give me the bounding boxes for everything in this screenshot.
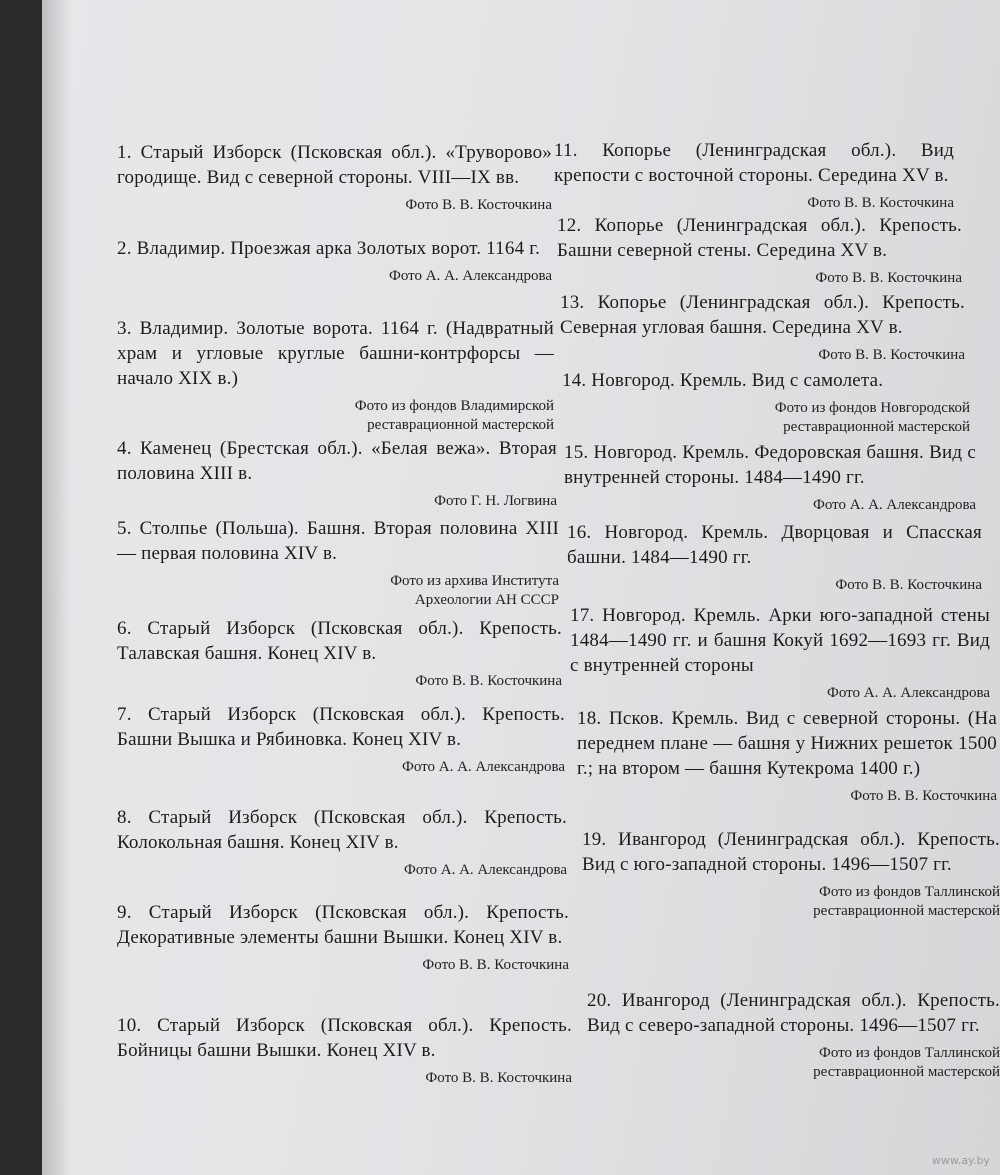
photo-credit: Фото А. А. Александрова xyxy=(826,685,990,701)
caption-entry-3 xyxy=(117,316,554,435)
caption-text: 4. Каменец (Брестская обл.). «Белая вежа». Вторая половина XIII в. xyxy=(117,438,557,484)
caption-text: 6. Старый Изборск (Псковская обл.). Крепость. Талавская башня. Конец XIV в. xyxy=(117,618,562,664)
caption-text: 7. Старый Изборск (Псковская обл.). Крепость. Башни Вышка и Рябиновка. Конец XIV в. xyxy=(117,704,565,750)
caption-entry-16 xyxy=(567,520,982,595)
caption-text: 16. Новгород. Кремль. Дворцовая и Спасская башни. 1484—1490 гг. xyxy=(567,522,982,568)
caption-text: 1. Старый Изборск (Псковская обл.). «Труворово» городище. Вид с северной стороны. VIII—IX вв. xyxy=(117,142,552,188)
photo-credit: Фото из фондов Таллинской реставрационной мастерской xyxy=(813,884,1000,919)
photo-credit: Фото В. В. Косточкина xyxy=(850,788,997,804)
caption-entry-15 xyxy=(564,440,976,515)
caption-text: 20. Ивангород (Ленинградская обл.). Крепость. Вид с северо-западной стороны. 1496—1507 гг. xyxy=(587,990,1000,1036)
caption-text: 13. Копорье (Ленинградская обл.). Крепость. Северная угловая башня. Середина XV в. xyxy=(560,292,965,338)
caption-entry-13 xyxy=(560,290,965,365)
caption-text: 2. Владимир. Проезжая арка Золотых ворот. 1164 г. xyxy=(117,238,541,259)
caption-entry-5 xyxy=(117,516,559,610)
caption-entry-9 xyxy=(117,900,569,975)
caption-text: 12. Копорье (Ленинградская обл.). Крепость. Башни северной стены. Середина XV в. xyxy=(557,215,962,261)
photo-credit: Фото из архива Института Археологии АН СССР xyxy=(390,573,559,608)
caption-text: 15. Новгород. Кремль. Федоровская башня. Вид с внутренней стороны. 1484—1490 гг. xyxy=(564,442,976,488)
photo-credit: Фото В. В. Косточкина xyxy=(425,1070,572,1086)
caption-entry-12 xyxy=(557,213,962,288)
photo-credit: Фото из фондов Владимирской реставрационной мастерской xyxy=(354,398,554,433)
caption-entry-4 xyxy=(117,436,557,511)
photo-credit: Фото В. В. Косточкина xyxy=(807,195,954,211)
caption-entry-10 xyxy=(117,1013,572,1088)
photo-credit: Фото А. А. Александрова xyxy=(812,497,976,513)
photo-credit: Фото А. А. Александрова xyxy=(401,759,565,775)
caption-text: 19. Ивангород (Ленинградская обл.). Крепость. Вид с юго-западной стороны. 1496—1507 гг. xyxy=(582,829,1000,875)
caption-text: 18. Псков. Кремль. Вид с северной стороны. (На переднем плане — башня у Нижних решеток 1500 г.; на втором — башня Кутекрома 1400 г.) xyxy=(577,708,997,779)
caption-entry-19 xyxy=(582,827,1000,921)
caption-text: 17. Новгород. Кремль. Арки юго-западной стены 1484—1490 гг. и башня Кокуй 1692—1693 гг. Вид с внутренней стороны xyxy=(570,605,990,676)
caption-entry-6 xyxy=(117,616,562,691)
photo-credit: Фото А. А. Александрова xyxy=(388,268,552,284)
book-page xyxy=(42,0,1000,1175)
caption-entry-7 xyxy=(117,702,565,777)
caption-text: 14. Новгород. Кремль. Вид с самолета. xyxy=(562,370,884,391)
caption-text: 11. Копорье (Ленинградская обл.). Вид крепости с восточной стороны. Середина XV в. xyxy=(554,140,954,186)
photo-credit: Фото В. В. Косточкина xyxy=(405,197,552,213)
photo-credit: Фото из фондов Новгородской реставрационной мастерской xyxy=(774,400,970,435)
photo-credit: Фото А. А. Александрова xyxy=(403,862,567,878)
caption-text: 10. Старый Изборск (Псковская обл.). Крепость. Бойницы башни Вышки. Конец XIV в. xyxy=(117,1015,572,1061)
photo-credit: Фото Г. Н. Логвина xyxy=(434,493,557,509)
photo-credit: Фото В. В. Косточкина xyxy=(422,957,569,973)
caption-entry-14 xyxy=(562,368,970,437)
photo-credit: Фото В. В. Косточкина xyxy=(415,673,562,689)
caption-entry-17 xyxy=(570,603,990,703)
photo-credit: Фото из фондов Таллинской реставрационной мастерской xyxy=(813,1045,1000,1080)
photo-credit: Фото В. В. Косточкина xyxy=(818,347,965,363)
caption-entry-11 xyxy=(554,138,954,213)
caption-entry-20 xyxy=(587,988,1000,1082)
caption-text: 9. Старый Изборск (Псковская обл.). Крепость. Декоративные элементы башни Вышки. Конец XIV в. xyxy=(117,902,569,948)
caption-entry-2 xyxy=(117,236,552,286)
caption-text: 3. Владимир. Золотые ворота. 1164 г. (Надвратный храм и угловые круглые башни-контрфорсы — начало XIX в.) xyxy=(117,318,554,389)
caption-entry-8 xyxy=(117,805,567,880)
caption-entry-1 xyxy=(117,140,552,215)
watermark-text: www.ay.by xyxy=(931,1154,990,1167)
caption-text: 5. Столпье (Польша). Башня. Вторая половина XIII — первая половина XIV в. xyxy=(117,518,559,564)
caption-text: 8. Старый Изборск (Псковская обл.). Крепость. Колокольная башня. Конец XIV в. xyxy=(117,807,567,853)
caption-entry-18 xyxy=(577,706,997,806)
photo-credit: Фото В. В. Косточкина xyxy=(815,270,962,286)
photo-credit: Фото В. В. Косточкина xyxy=(835,577,982,593)
